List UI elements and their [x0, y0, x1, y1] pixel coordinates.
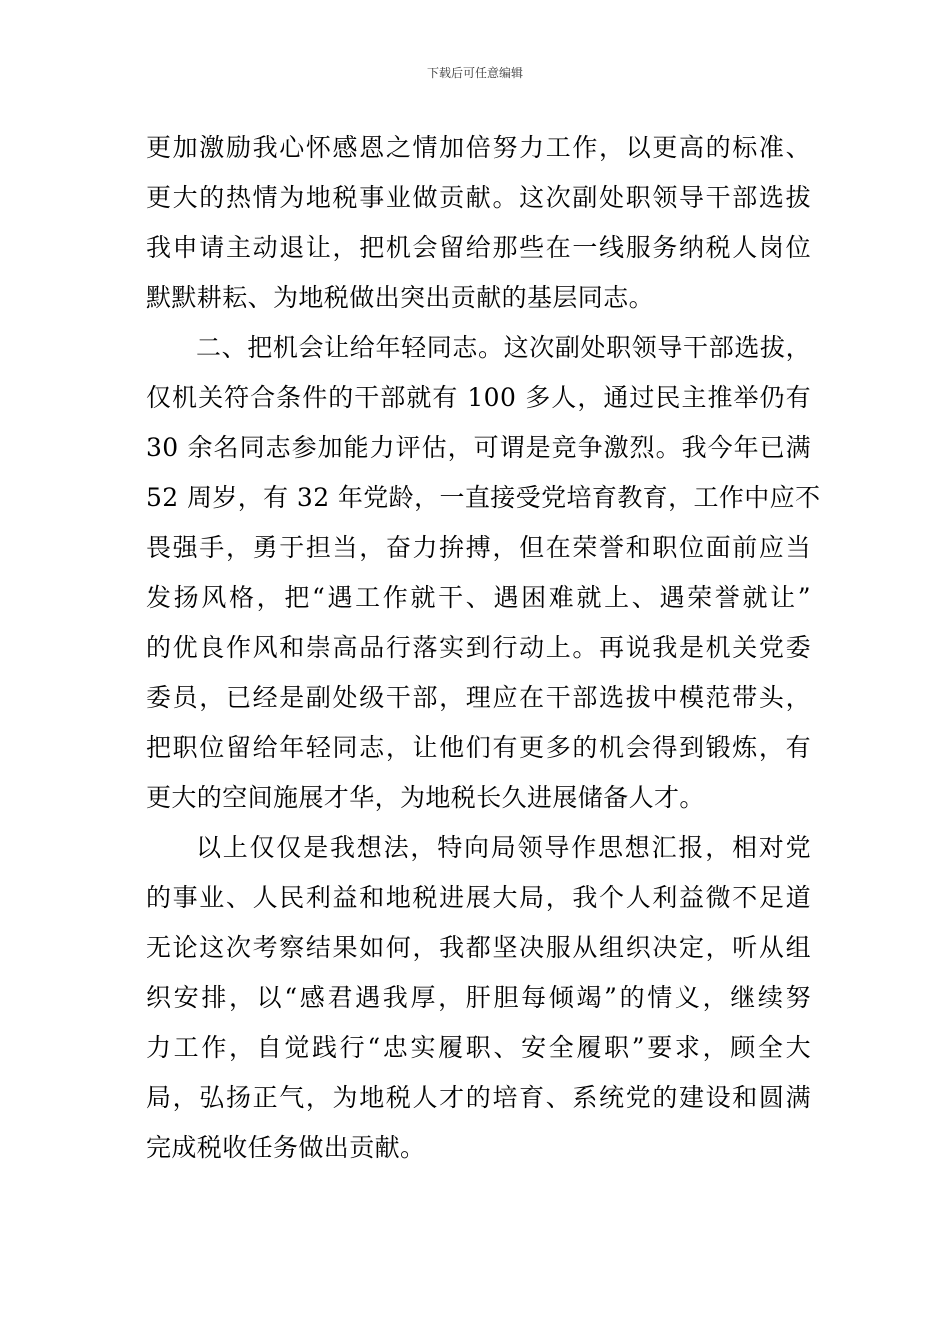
text-line: 畏强手，勇于担当，奋力拚搏，但在荣誉和职位面前应当 [146, 533, 811, 562]
text-line: 默默耕耘、为地税做出突出贡献的基层同志。 [146, 283, 655, 312]
text-line: 更大的热情为地税事业做贡献。这次副处职领导干部选拔 [146, 183, 811, 212]
text-line: 完成税收任务做出贡献。 [146, 1133, 426, 1162]
text-line: 力工作，自觉践行“忠实履职、安全履职”要求，顾全大 [146, 1033, 811, 1062]
text-line: 仅机关符合条件的干部就有 100 多人，通过民主推举仍有 [146, 383, 811, 412]
text-line: 更大的空间施展才华，为地税长久进展储备人才。 [146, 783, 705, 812]
text-line: 我申请主动退让，把机会留给那些在一线服务纳税人岗位 [146, 233, 811, 262]
page-header: 下载后可任意编辑 [426, 66, 523, 80]
document-body [146, 123, 821, 1173]
text-line: 以上仅仅是我想法，特向局领导作思想汇报，相对党 [196, 833, 811, 862]
text-line: 的事业、人民利益和地税进展大局，我个人利益微不足道 [146, 883, 811, 912]
text-line: 更加激励我心怀感恩之情加倍努力工作，以更高的标准、 [146, 133, 811, 162]
text-line: 局，弘扬正气，为地税人才的培育、系统党的建设和圆满 [146, 1083, 811, 1112]
text-line: 委员，已经是副处级干部，理应在干部选拔中模范带头， [146, 683, 811, 712]
text-line: 52 周岁，有 32 年党龄，一直接受党培育教育，工作中应不 [146, 483, 821, 512]
text-line: 的优良作风和崇高品行落实到行动上。再说我是机关党委 [146, 633, 811, 662]
text-line: 发扬风格，把“遇工作就干、遇困难就上、遇荣誉就让” [146, 583, 811, 612]
text-line: 30 余名同志参加能力评估，可谓是竞争激烈。我今年已满 [146, 433, 811, 462]
text-line: 把职位留给年轻同志，让他们有更多的机会得到锻炼，有 [146, 733, 811, 762]
text-line: 二、把机会让给年轻同志。这次副处职领导干部选拔， [196, 333, 811, 362]
text-line: 织安排，以“感君遇我厚，肝胆每倾竭”的情义，继续努 [146, 983, 811, 1012]
text-line: 无论这次考察结果如何，我都坚决服从组织决定，听从组 [146, 933, 811, 962]
